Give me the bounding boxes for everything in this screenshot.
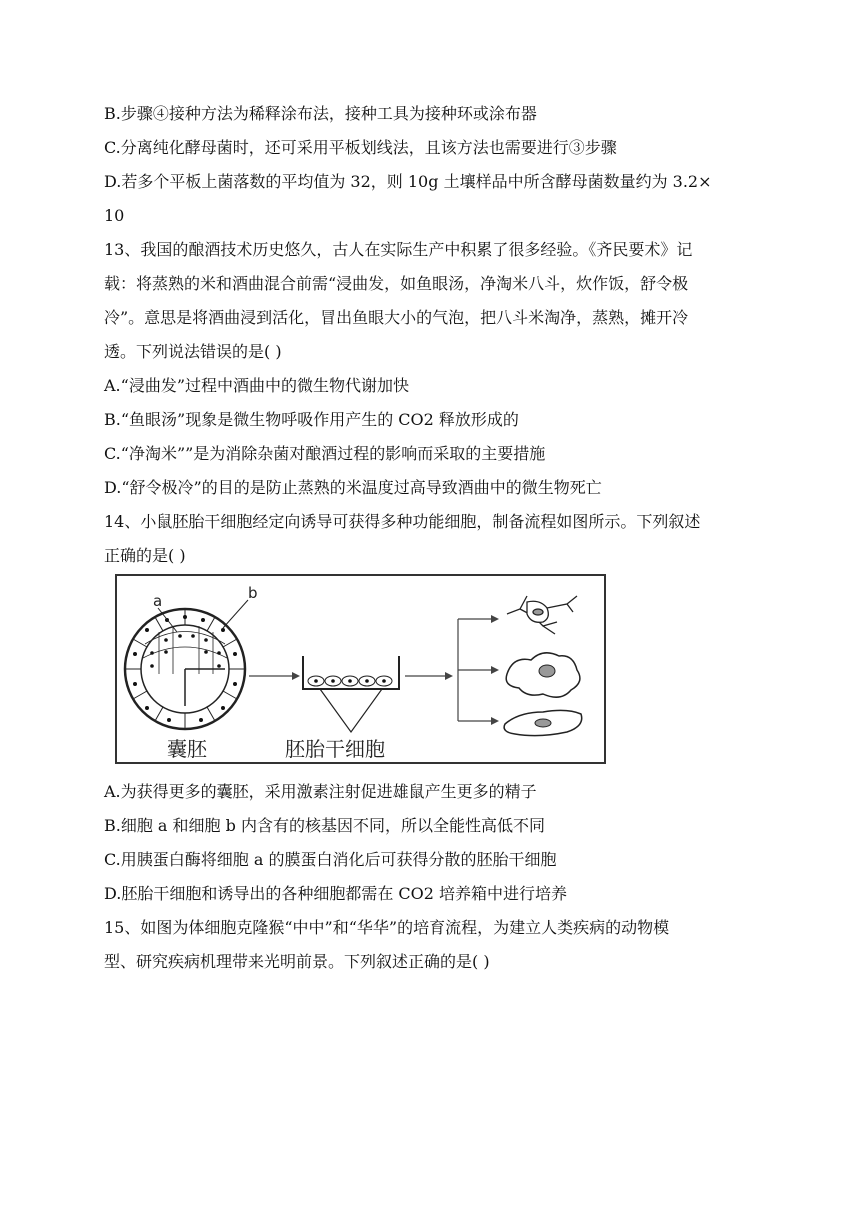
question-13-line-4: 透。下列说法错误的是( )	[104, 342, 282, 361]
caption-blastocyst: 囊胚	[167, 737, 207, 761]
option-14b: B.细胞 a 和细胞 b 内含有的核基因不同，所以全能性高低不同	[104, 816, 545, 835]
question-13-line-2: 载：将蒸熟的米和酒曲混合前需“浸曲发，如鱼眼汤，净淘米八斗，炊作饭，舒令极	[104, 274, 689, 293]
caption-es-cells: 胚胎干细胞	[285, 737, 385, 761]
question-13-line-3: 冷”。意思是将酒曲浸到活化，冒出鱼眼大小的气泡，把八斗米淘净，蒸熟，摊开冷	[104, 308, 689, 327]
irregular-cell	[506, 653, 580, 697]
option-14d: D.胚胎干细胞和诱导出的各种细胞都需在 CO2 培养箱中进行培养	[104, 884, 568, 903]
option-13b: B.“鱼眼汤”现象是微生物呼吸作用产生的 CO2 释放形成的	[104, 410, 519, 429]
option-13c: C.“净淘米””是为消除杂菌对酿酒过程的影响而采取的主要措施	[104, 444, 546, 463]
option-12d-cont: 10	[104, 206, 125, 225]
question-15-line-1: 15、如图为体细胞克隆猴“中中”和“华华”的培育流程，为建立人类疾病的动物模	[104, 918, 670, 937]
label-b: b	[248, 584, 258, 602]
arrow-to-branch	[405, 672, 453, 680]
option-12d: D.若多个平板上菌落数的平均值为 32，则 10g 土壤样品中所含酵母菌数量约为 3.2×	[104, 172, 712, 191]
question-14-line-2: 正确的是( )	[104, 546, 186, 565]
elongated-cell	[504, 710, 582, 735]
question-15-line-2: 型、研究疾病机理带来光明前景。下列叙述正确的是( )	[104, 952, 490, 971]
option-13d: D.“舒令极冷”的目的是防止蒸熟的米温度过高导致酒曲中的微生物死亡	[104, 478, 602, 497]
embryonic-stem-cell-figure	[115, 574, 606, 764]
option-12b: B.步骤④接种方法为稀释涂布法，接种工具为接种环或涂布器	[104, 104, 537, 123]
question-13-line-1: 13、我国的酿酒技术历史悠久，古人在实际生产中积累了很多经验。《齐民要术》记	[104, 240, 693, 259]
label-a: a	[153, 592, 163, 610]
blastocyst-diagram	[125, 584, 258, 729]
question-14-line-1: 14、小鼠胚胎干细胞经定向诱导可获得多种功能细胞，制备流程如图所示。下列叙述	[104, 512, 701, 531]
option-12c: C.分离纯化酵母菌时，还可采用平板划线法，且该方法也需要进行③步骤	[104, 138, 617, 157]
culture-dish	[303, 656, 399, 732]
neuron-cell	[507, 596, 577, 634]
differentiation-branches	[458, 615, 499, 725]
option-14a: A.为获得更多的囊胚，采用激素注射促进雄鼠产生更多的精子	[104, 782, 537, 801]
option-13a: A.“浸曲发”过程中酒曲中的微生物代谢加快	[104, 376, 410, 395]
option-14c: C.用胰蛋白酶将细胞 a 的膜蛋白消化后可获得分散的胚胎干细胞	[104, 850, 557, 869]
arrow-to-dish	[249, 672, 300, 680]
